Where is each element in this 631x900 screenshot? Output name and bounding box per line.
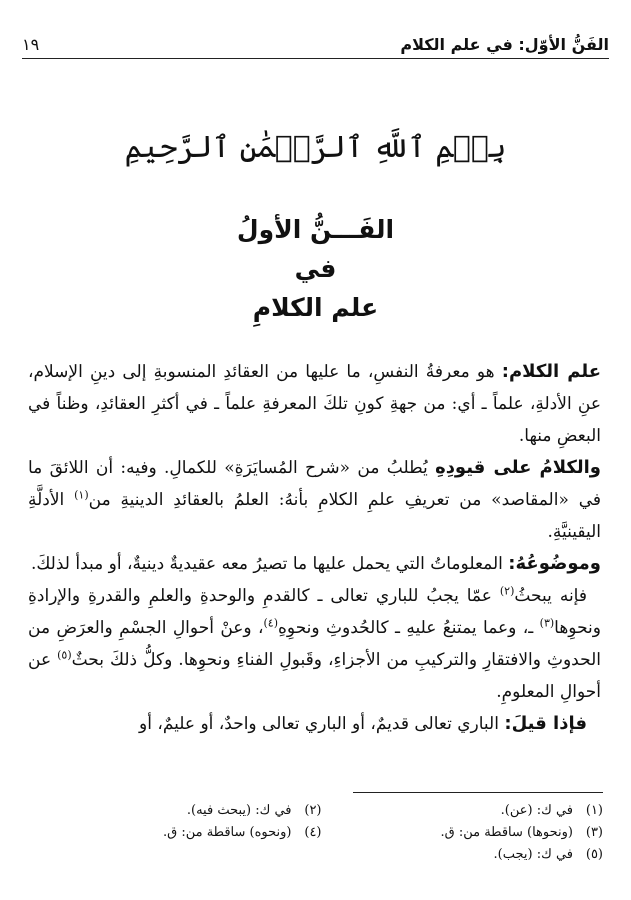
footnote-marker[interactable]: (٤)	[263, 616, 279, 630]
footnote-number: (٥)	[585, 847, 603, 862]
paragraph-subject	[28, 548, 601, 580]
footnote-3	[342, 822, 604, 844]
footnote-marker[interactable]: (٥)	[57, 648, 72, 662]
footnote-number: (٣)	[585, 825, 603, 840]
footnote-text: في ك: (يبحث فيه).	[186, 803, 292, 818]
paragraph-text: عمّا يجبُ للباري تعالى ـ كالقدمِ والوحدةِ والعلمِ والقدرةِ والإرادةِ ونحوِها	[28, 586, 601, 638]
chapter-title	[0, 210, 631, 328]
chapter-title-line-1: الفَـــنُّ الأولُ	[236, 215, 395, 244]
footnote-1	[342, 800, 604, 822]
chapter-title-line-3: علم الكلامِ	[252, 293, 379, 322]
page-header	[22, 28, 609, 54]
paragraph-text: فإنه يبحثُ	[514, 586, 587, 606]
basmala: بِسۡمِ ٱللَّهِ ٱلرَّحۡمَٰنِ ٱلرَّحِيمِ	[124, 130, 507, 165]
paragraph-discussion	[28, 452, 601, 548]
paragraph-definition	[28, 356, 601, 452]
body-text	[28, 356, 601, 740]
chapter-title-line-2: في	[294, 254, 337, 283]
paragraph-text: يُطلبُ من «شرح المُسايَرَةِ» للكمالِ. وفيه: أن اللائقَ ما في «المقاصد» من تعريفِ علمِ الكلامِ بأنهُ: العلمُ بالعقائدِ الدينيةِ من	[28, 458, 601, 510]
footnote-text: (ونحوه) ساقطة من: ق.	[162, 825, 292, 840]
footnotes	[60, 800, 603, 866]
term-mawduuhu: وموضُوعُهُ:	[508, 553, 601, 574]
footnote-number: (٢)	[304, 803, 322, 818]
footnote-text: في ك: (يجب).	[493, 847, 573, 862]
term-ilm-al-kalam: علم الكلام:	[501, 361, 601, 382]
paragraph-text: ، وعنْ أحوالِ الجسْمِ والعرَضِ من الحدوثِ والافتقارِ والتركيبِ من الأجزاءِ، وقَبولِ الفناءِ ونحوِها. وكلُّ ذلكَ بحثٌ	[28, 618, 601, 670]
footnote-text: (ونحوها) ساقطة من: ق.	[440, 825, 573, 840]
footnote-number: (٤)	[304, 825, 322, 840]
footnote-marker[interactable]: (٢)	[499, 584, 515, 598]
header-rule	[22, 58, 609, 59]
footnote-rule	[353, 792, 603, 793]
term-fa-idha-qila: فإذا قيلَ:	[504, 713, 587, 734]
footnote-2	[60, 800, 322, 822]
footnote-number: (١)	[585, 803, 603, 818]
paragraph-text: ـ، وعما يمتنعُ عليهِ ـ كالحُدوثِ ونحوِهِ	[278, 618, 540, 638]
paragraph-investigation	[28, 580, 601, 708]
term-al-kalam-ala-quyudihi: والكلامُ على قيودِهِ	[435, 457, 601, 478]
footnote-marker[interactable]: (١)	[74, 488, 89, 502]
footnote-4	[60, 822, 322, 844]
paragraph-if-said	[28, 708, 601, 740]
page-number: ١٩	[22, 35, 40, 54]
running-title: الفَنُّ الأوّل: في علم الكلام	[400, 35, 609, 54]
footnote-marker[interactable]: (٣)	[539, 616, 555, 630]
paragraph-text: هو معرفةُ النفسِ، ما عليها من العقائدِ المنسوبةِ إلى دينِ الإسلام، عنِ الأدلةِ، علماً ـ أي: من جهةِ كونِ تلكَ المعرفةِ علماً ـ في أكثرِ العقائدِ، وظناً في البعضِ منها.	[28, 362, 601, 446]
paragraph-text: الأدلَّةِ اليقينيَّةِ.	[28, 490, 601, 542]
footnote-text: في ك: (عن).	[500, 803, 573, 818]
paragraph-text: الباري تعالى قديمٌ، أو الباري تعالى واحدٌ، أو عليمٌ، أو	[139, 714, 505, 734]
footnote-5	[342, 844, 604, 866]
paragraph-text: عن أحوالِ المعلومِ.	[28, 650, 601, 702]
paragraph-text: المعلوماتُ التي يحمل عليها ما تصيرُ معه عقيديةٌ دينيةٌ، أو مبدأ لذلكَ.	[30, 554, 509, 574]
